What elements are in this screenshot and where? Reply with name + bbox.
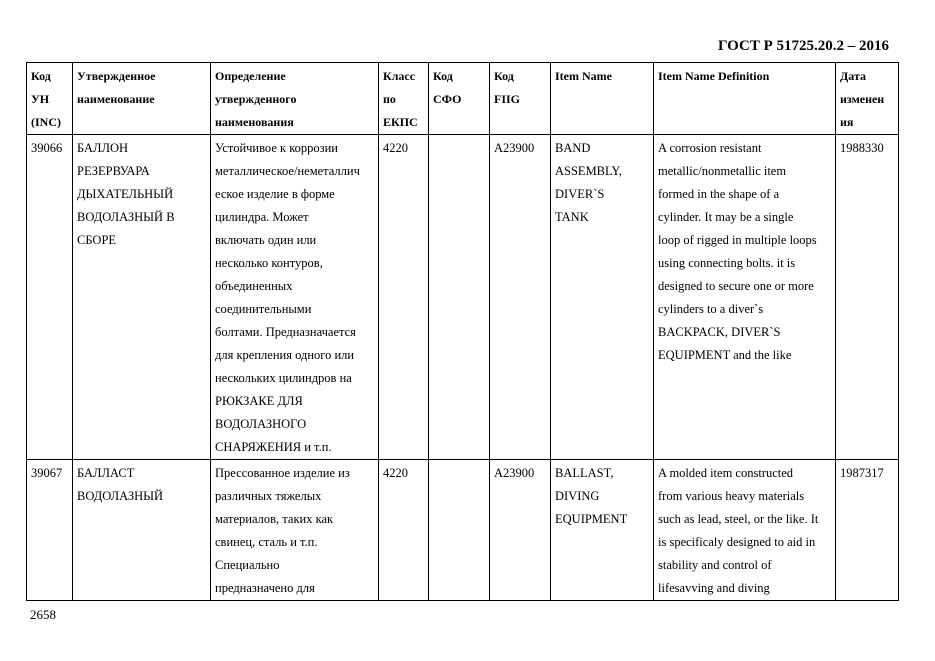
document-code: ГОСТ Р 51725.20.2 – 2016 <box>717 38 889 54</box>
cell-class-ekps: 4220 <box>379 460 429 601</box>
cell-code-fiig: A23900 <box>490 460 551 601</box>
column-header-definition: Определение утвержденного наименования <box>211 63 379 135</box>
cell-approved-name: БАЛЛОН РЕЗЕРВУАРА ДЫХАТЕЛЬНЫЙ ВОДОЛАЗНЫЙ В СБОРЕ <box>73 135 211 460</box>
cell-inc: 39067 <box>27 460 73 601</box>
column-header-class-ekps: Класс по ЕКПС <box>379 63 429 135</box>
column-header-change-date: Дата изменен ия <box>836 63 899 135</box>
table-header-row <box>27 63 899 135</box>
cell-change-date: 1987317 <box>836 460 899 601</box>
column-header-item-name-definition: Item Name Definition <box>654 63 836 135</box>
cell-code-fiig: A23900 <box>490 135 551 460</box>
cell-change-date: 1988330 <box>836 135 899 460</box>
column-header-code-sfo: Код СФО <box>429 63 490 135</box>
cell-definition: Устойчивое к коррозии металлическое/неметаллич еское изделие в форме цилиндра. Может включать один или несколько контуров, объединенных соединительными болтами. Предназначается для крепления одного или нескольких цилиндров на РЮКЗАКЕ ДЛЯ ВОДОЛАЗНОГО СНАРЯЖЕНИЯ и т.п. <box>211 135 379 460</box>
cell-approved-name: БАЛЛАСТ ВОДОЛАЗНЫЙ <box>73 460 211 601</box>
table-row <box>27 135 899 460</box>
column-header-approved-name: Утвержденное наименование <box>73 63 211 135</box>
column-header-code-fiig: Код FIIG <box>490 63 551 135</box>
column-header-item-name: Item Name <box>551 63 654 135</box>
cell-code-sfo <box>429 135 490 460</box>
cell-item-name: BAND ASSEMBLY, DIVER`S TANK <box>551 135 654 460</box>
cell-definition: Прессованное изделие из различных тяжелых материалов, таких как свинец, сталь и т.п. Специально предназначено для <box>211 460 379 601</box>
page-number: 2658 <box>30 607 56 622</box>
cell-item-name-definition: A molded item constructed from various heavy materials such as lead, steel, or the like. It is specificaly designed to aid in stability and control of lifesavving and diving <box>654 460 836 601</box>
cell-inc: 39066 <box>27 135 73 460</box>
column-header-inc: Код УН (INC) <box>27 63 73 135</box>
cell-item-name-definition: A corrosion resistant metallic/nonmetallic item formed in the shape of a cylinder. It may be a single loop of rigged in multiple loops using connecting bolts. it is designed to secure one or more cylinders to a diver`s BACKPACK, DIVER`S EQUIPMENT and the like <box>654 135 836 460</box>
cell-item-name: BALLAST, DIVING EQUIPMENT <box>551 460 654 601</box>
table-row <box>27 460 899 601</box>
cell-class-ekps: 4220 <box>379 135 429 460</box>
catalog-table <box>26 62 899 601</box>
cell-code-sfo <box>429 460 490 601</box>
